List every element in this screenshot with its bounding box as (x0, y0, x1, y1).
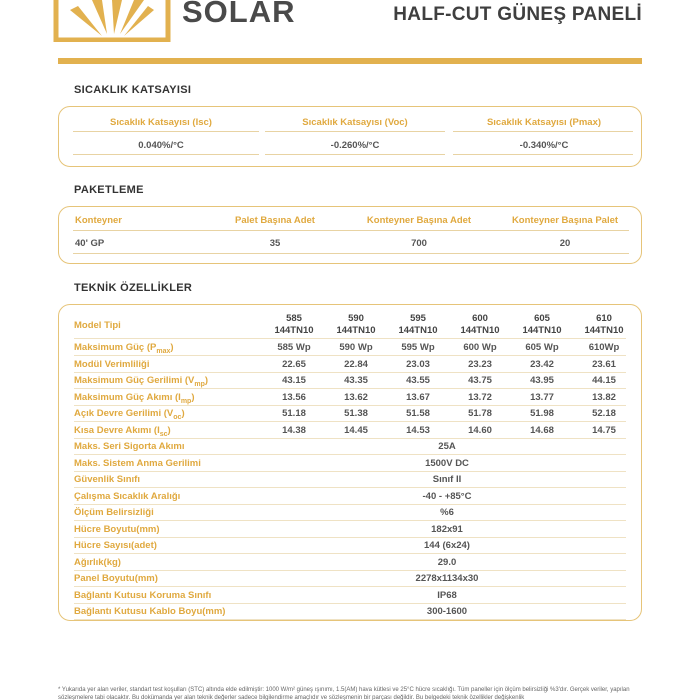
spec-label-suffix: ) (204, 375, 209, 386)
spec-row-label: Bağlantı Kutusu Kablo Boyu(mm) (74, 606, 226, 617)
spec-value-cell: 43.75 (468, 375, 492, 386)
spec-row-label: Bağlantı Kutusu Koruma Sınıfı (74, 589, 212, 601)
model-code: 144TN10 (460, 325, 500, 336)
pack-value-container: 40' GP (75, 238, 105, 249)
spec-label-text: Maksimum Güç (P (74, 342, 157, 353)
pack-header-container: Konteyner (75, 215, 122, 226)
temp-header-voc: Sıcaklık Katsayısı (Voc) (302, 117, 408, 128)
model-code: 144TN10 (336, 325, 376, 336)
spec-common-value: 182x91 (431, 523, 463, 535)
spec-value-cell: 13.62 (344, 391, 368, 403)
spec-row-label: Maks. Sistem Anma Gerilimi (74, 457, 201, 469)
divider (73, 154, 259, 155)
spec-label-suffix: ) (191, 391, 195, 403)
spec-value-cell: 23.23 (468, 358, 492, 370)
spec-row-label (74, 359, 149, 370)
row-divider (74, 438, 626, 439)
divider (73, 230, 629, 231)
row-divider (74, 553, 626, 554)
model-column-header (262, 313, 326, 337)
divider (265, 131, 445, 132)
spec-value-cell: 13.56 (282, 391, 306, 403)
sun-logo-icon (52, 0, 172, 42)
spec-label-suffix: ) (170, 342, 174, 353)
spec-value-cell: 43.95 (530, 375, 554, 386)
brand-name: SOLAR (182, 0, 296, 29)
temperature-box (58, 106, 642, 167)
divider (453, 154, 633, 155)
row-divider (74, 619, 626, 620)
spec-row-label: Hücre Boyutu(mm) (74, 523, 160, 535)
divider (73, 131, 259, 132)
spec-label-text: Kısa Devre Akımı (I (74, 424, 160, 436)
row-divider (74, 421, 626, 422)
model-power: 590 (348, 313, 364, 324)
spec-common-value: 29.0 (437, 556, 457, 568)
spec-value-cell: 43.15 (282, 375, 306, 386)
spec-value-cell: 14.53 (406, 424, 430, 436)
document-title: HALF-CUT GÜNEŞ PANELİ (393, 4, 642, 25)
spec-value-cell: 600 Wp (463, 342, 497, 353)
row-divider (74, 388, 626, 389)
spec-common-value: 25A (438, 441, 456, 452)
temp-value-isc: 0.040%/°C (138, 140, 184, 151)
divider (73, 253, 629, 254)
spec-value-cell: 44.15 (592, 375, 616, 386)
spec-row-label: Ağırlık(kg) (74, 556, 121, 568)
spec-value-cell: 14.75 (592, 424, 616, 436)
spec-value-cell: 23.61 (592, 358, 616, 370)
pack-value-pallets: 20 (559, 238, 571, 249)
row-divider (74, 487, 626, 488)
row-divider (74, 405, 626, 406)
divider (265, 154, 445, 155)
temp-value-voc: -0.260%/°C (330, 140, 380, 151)
model-code: 144TN10 (584, 325, 624, 336)
spec-value-cell: 23.03 (406, 358, 430, 370)
spec-value-cell: 14.68 (530, 424, 554, 436)
spec-value-cell: 51.18 (282, 408, 306, 419)
spec-value-cell: 590 Wp (339, 342, 373, 353)
row-divider (74, 338, 626, 339)
pack-value-per-container: 700 (411, 238, 427, 249)
spec-label-subscript: oc (173, 413, 182, 421)
pack-value-per-pallet: 35 (269, 238, 281, 249)
spec-row-label (74, 408, 185, 421)
spec-row-label: Panel Boyutu(mm) (74, 573, 158, 584)
spec-label-subscript: sc (159, 430, 168, 438)
spec-row-label: Maks. Seri Sigorta Akımı (74, 441, 185, 452)
model-code: 144TN10 (522, 325, 562, 336)
spec-value-cell: 595 Wp (401, 342, 435, 353)
model-code: 144TN10 (398, 325, 438, 336)
spec-common-value: %6 (440, 507, 454, 518)
row-divider (74, 504, 626, 505)
model-column-header (386, 313, 450, 337)
spec-value-cell: 610Wp (588, 342, 620, 353)
spec-value-cell: 51.58 (406, 408, 430, 419)
model-power: 600 (472, 313, 488, 324)
spec-label-suffix: ) (167, 424, 171, 436)
packaging-section-title: PAKETLEME (74, 184, 144, 196)
spec-value-cell: 14.45 (344, 424, 368, 436)
spec-value-cell: 22.84 (344, 358, 368, 370)
spec-value-cell: 14.60 (468, 424, 492, 436)
spec-value-cell: 13.67 (406, 391, 430, 403)
model-type-label: Model Tipi (74, 320, 121, 331)
row-divider (74, 586, 626, 587)
pack-header-per-container: Konteyner Başına Adet (366, 215, 472, 226)
spec-row-label (74, 392, 195, 405)
specs-section-title: TEKNİK ÖZELLİKLER (74, 282, 193, 294)
spec-common-value: 2278x1134x30 (415, 573, 479, 584)
spec-row-label (74, 375, 208, 388)
model-power: 595 (410, 313, 426, 324)
model-code: 144TN10 (274, 325, 314, 336)
row-divider (74, 537, 626, 538)
model-column-header (448, 313, 512, 337)
row-divider (74, 355, 626, 356)
row-divider (74, 471, 626, 472)
spec-row-label: Çalışma Sıcaklık Aralığı (74, 490, 181, 502)
spec-row-label (74, 342, 174, 355)
row-divider (74, 520, 626, 521)
spec-value-cell: 43.35 (344, 375, 368, 386)
pack-header-per-pallet: Palet Başına Adet (235, 215, 315, 226)
spec-value-cell: 13.72 (468, 391, 492, 403)
spec-common-value: 144 (6x24) (424, 540, 470, 551)
spec-common-value: -40 - +85°C (422, 490, 472, 502)
spec-label-text: Maksimum Güç Akımı (I (74, 391, 181, 403)
model-power: 610 (596, 313, 612, 324)
spec-label-suffix: ) (181, 408, 185, 419)
spec-value-cell: 51.38 (344, 408, 368, 419)
spec-value-cell: 43.55 (406, 375, 430, 386)
header-divider (58, 58, 642, 64)
model-column-header (572, 313, 636, 337)
spec-label-text: Modül Verimliliği (74, 358, 150, 370)
spec-row-label (74, 425, 171, 438)
row-divider (74, 372, 626, 373)
spec-value-cell: 13.77 (530, 391, 554, 403)
spec-value-cell: 13.82 (592, 391, 616, 403)
row-divider (74, 454, 626, 455)
packaging-box (58, 206, 642, 264)
spec-value-cell: 51.98 (530, 408, 554, 419)
spec-label-subscript: mp (194, 380, 205, 388)
spec-value-cell: 605 Wp (525, 342, 559, 353)
model-power: 605 (534, 313, 550, 324)
spec-common-value: 300-1600 (426, 606, 468, 617)
spec-value-cell: 51.78 (468, 408, 492, 419)
spec-label-subscript: max (156, 347, 171, 355)
model-power: 585 (286, 313, 302, 324)
temp-header-pmax: Sıcaklık Katsayısı (Pmax) (486, 117, 602, 128)
temp-header-isc: Sıcaklık Katsayısı (Isc) (110, 117, 212, 128)
temperature-section-title: SICAKLIK KATSAYISI (74, 84, 192, 96)
spec-label-subscript: mp (180, 397, 192, 405)
footnote: * Yukarıda yer alan veriler, standart test koşulları (STC) altında elde edilmiştir: 1000 W/m² güneş ışınımı, 1.5(AM) hava kütlesi ve 25°C hücre sıcaklığı. Tüm paneller için ölçüm belirsizliği %3'dır. Gerçek veriler, yapılan sözleşmelere tabi olacaktır. Bu dokümanda yer alan teknik değerler sadece bilgilendirme amaçlıdır ve sözleşmenin bir parçası değildir. Bu belgedeki teknik özellikler değişkenlik (58, 687, 630, 700)
pack-header-pallets: Konteyner Başına Palet (511, 215, 619, 226)
divider (453, 131, 633, 132)
spec-value-cell: 585 Wp (277, 342, 311, 353)
spec-label-text: Maksimum Güç Gerilimi (V (74, 375, 195, 386)
row-divider (74, 603, 626, 604)
model-column-header (510, 313, 574, 337)
spec-row-label: Ölçüm Belirsizliği (74, 507, 154, 518)
temp-value-pmax: -0.340%/°C (519, 140, 569, 151)
spec-common-value: IP68 (437, 589, 457, 601)
spec-value-cell: 52.18 (592, 408, 616, 419)
spec-value-cell: 14.38 (282, 424, 306, 436)
spec-value-cell: 23.42 (530, 358, 554, 370)
spec-label-text: Açık Devre Gerilimi (V (74, 408, 174, 419)
spec-common-value: Sınıf II (432, 474, 462, 485)
model-column-header (324, 313, 388, 337)
spec-row-label: Güvenlik Sınıfı (74, 474, 140, 485)
spec-value-cell: 22.65 (282, 358, 306, 370)
spec-common-value: 1500V DC (425, 457, 469, 469)
row-divider (74, 570, 626, 571)
spec-row-label: Hücre Sayısı(adet) (74, 540, 157, 551)
